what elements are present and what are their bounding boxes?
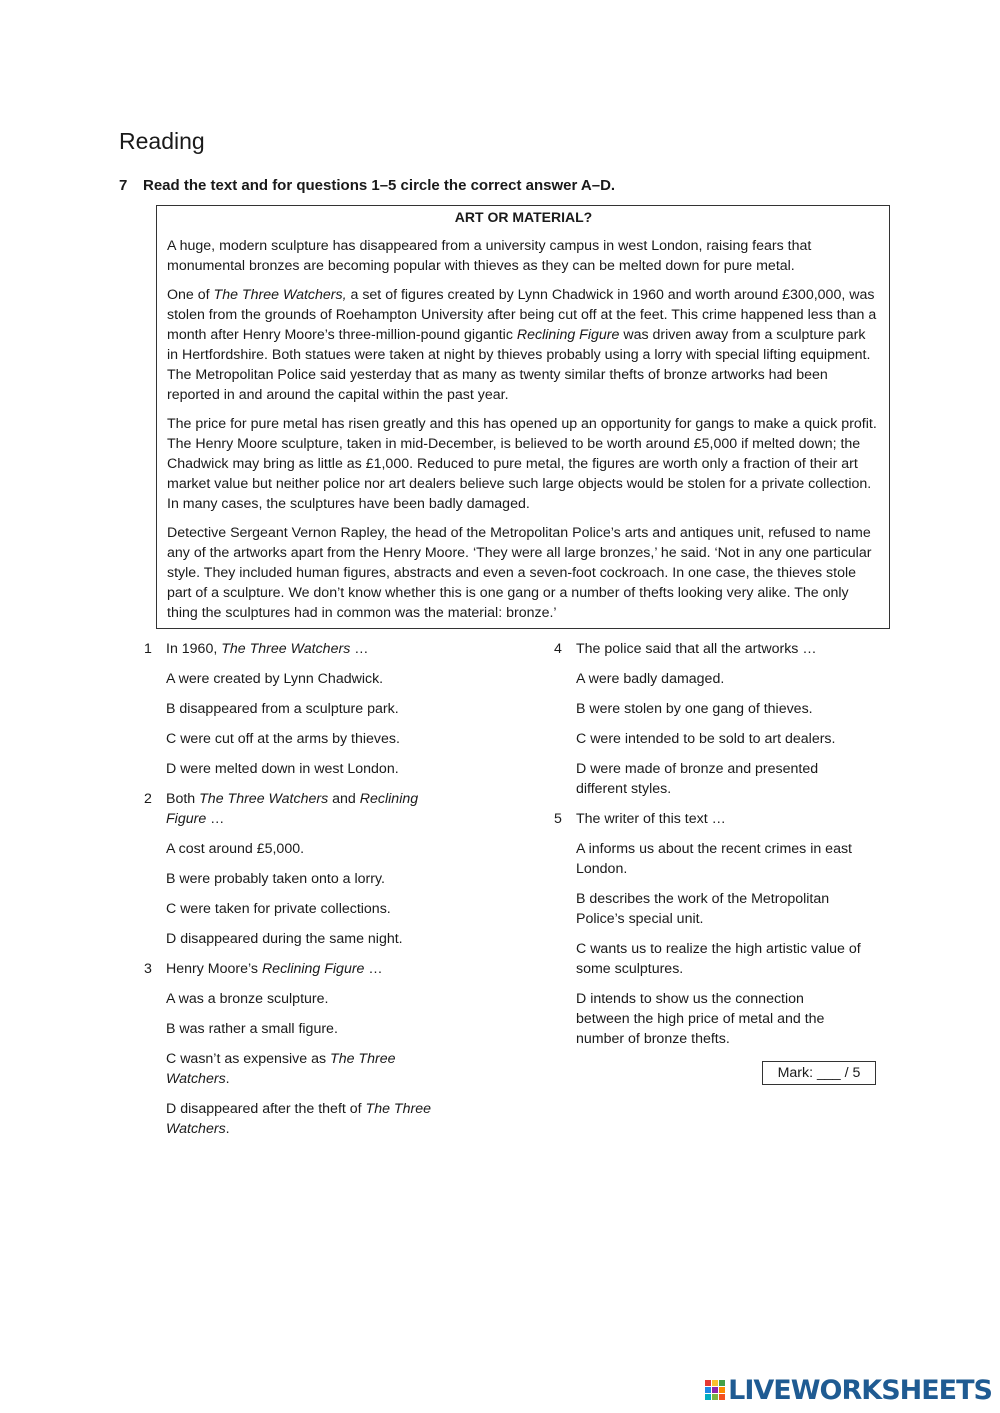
- article-paragraph-4: Detective Sergeant Vernon Rapley, the head of the Metropolitan Police’s arts and antiques unit, refused to name any of the artworks apart from the Henry Moore. ‘They were all large bronzes,’ he said. ‘Not in any one particular style. They included human figures, abstracts and even a seven-foot cockroach. In one case, the thieves stole part of a sculpture. We don’t know whether this is one gang or a number of thefts looking very alike. The only thing the sculptures had in common was the material: bronze.’: [167, 525, 872, 621]
- logo-square-3: [719, 1380, 725, 1386]
- brand-name: LIVEWORKSHEETS: [728, 1374, 992, 1406]
- section-heading: Reading: [119, 128, 205, 154]
- article-title: ART OR MATERIAL?: [454, 209, 593, 225]
- question-number: 3: [144, 961, 152, 977]
- exercise-number: 7: [119, 177, 128, 194]
- answer-option-2b[interactable]: B were probably taken onto a lorry.: [166, 871, 385, 887]
- answer-option-5a[interactable]: A informs us about the recent crimes in east London.: [576, 841, 852, 877]
- answer-option-3b[interactable]: B was rather a small figure.: [166, 1021, 338, 1037]
- logo-square-6: [719, 1387, 725, 1393]
- article-paragraph-2: One of The Three Watchers, a set of figures created by Lynn Chadwick in 1960 and worth around £300,000, was stolen from the grounds of Roehampton University after being cut off at the feet. This crime happened less than a month after Henry Moore’s three-million-pound gigantic Reclining Figure was driven away from a sculpture park in Hertfordshire. Both statues were taken at night by thieves probably using a lorry with special lifting equipment. The Metropolitan Police said yesterday that as many as twenty similar thefts of bronze artworks had been reported in and around the capital within the past year.: [167, 287, 877, 403]
- article-paragraph-1: A huge, modern sculpture has disappeared from a university campus in west London, raising fears that monumental bronzes are becoming popular with thieves as they can be melted down for pure metal.: [167, 238, 812, 274]
- answer-option-2c[interactable]: C were taken for private collections.: [166, 901, 391, 917]
- answer-option-5c[interactable]: C wants us to realize the high artistic value of some sculptures.: [576, 941, 861, 977]
- question-3: [144, 959, 444, 979]
- mark-box: Mark: ___ / 5: [762, 1061, 876, 1085]
- answer-option-3a[interactable]: A was a bronze sculpture.: [166, 991, 329, 1007]
- answer-option-5d[interactable]: D intends to show us the connection between the high price of metal and the number of bronze thefts.: [576, 991, 825, 1047]
- question-2: [144, 789, 444, 829]
- logo-square-4: [705, 1387, 711, 1393]
- answer-option-2a[interactable]: A cost around £5,000.: [166, 841, 305, 857]
- answer-option-4d[interactable]: D were made of bronze and presented different styles.: [576, 761, 819, 797]
- question-stem: In 1960, The Three Watchers …: [166, 641, 369, 657]
- answer-option-3d[interactable]: D disappeared after the theft of The Three Watchers.: [166, 1101, 431, 1137]
- answer-option-1d[interactable]: D were melted down in west London.: [166, 761, 399, 777]
- logo-square-8: [712, 1394, 718, 1400]
- logo-square-9: [719, 1394, 725, 1400]
- question-stem: The writer of this text …: [576, 811, 726, 827]
- logo-square-1: [705, 1380, 711, 1386]
- question-number: 4: [554, 641, 562, 657]
- answer-option-4b[interactable]: B were stolen by one gang of thieves.: [576, 701, 813, 717]
- question-stem: Henry Moore’s Reclining Figure …: [166, 961, 383, 977]
- answer-option-3c[interactable]: C wasn’t as expensive as The Three Watchers.: [166, 1051, 396, 1087]
- answer-option-1c[interactable]: C were cut off at the arms by thieves.: [166, 731, 400, 747]
- logo-grid-icon: [705, 1380, 725, 1400]
- answer-option-1a[interactable]: A were created by Lynn Chadwick.: [166, 671, 384, 687]
- answer-option-5b[interactable]: B describes the work of the Metropolitan Police’s special unit.: [576, 891, 830, 927]
- answer-option-2d[interactable]: D disappeared during the same night.: [166, 931, 403, 947]
- question-stem: Both The Three Watchers and Reclining Figure …: [166, 791, 419, 827]
- question-number: 5: [554, 811, 562, 827]
- logo-square-5: [712, 1387, 718, 1393]
- answer-option-4c[interactable]: C were intended to be sold to art dealers.: [576, 731, 836, 747]
- logo-square-7: [705, 1394, 711, 1400]
- question-5: [554, 809, 886, 829]
- questions-left-column: [144, 639, 444, 1149]
- question-stem: The police said that all the artworks …: [576, 641, 817, 657]
- instruction-text: Read the text and for questions 1–5 circle the correct answer A–D.: [143, 177, 616, 194]
- liveworksheets-logo: [705, 1375, 992, 1405]
- exercise-instruction: [119, 177, 615, 194]
- question-4: [554, 639, 886, 659]
- article-box: [156, 205, 890, 629]
- question-1: [144, 639, 444, 659]
- questions-right-column: [554, 639, 886, 1059]
- answer-option-4a[interactable]: A were badly damaged.: [576, 671, 725, 687]
- question-number: 2: [144, 791, 152, 807]
- question-number: 1: [144, 641, 152, 657]
- logo-square-2: [712, 1380, 718, 1386]
- answer-option-1b[interactable]: B disappeared from a sculpture park.: [166, 701, 399, 717]
- article-paragraph-3: The price for pure metal has risen greatly and this has opened up an opportunity for gangs to make a quick profit. The Henry Moore sculpture, taken in mid-December, is believed to be worth around £5,000 if melted down; the Chadwick may bring as little as £1,000. Reduced to pure metal, the figures are worth only a fraction of their art market value but neither police nor art dealers believe such large objects would be stolen for a private collection. In many cases, the sculptures have been badly damaged.: [167, 416, 877, 512]
